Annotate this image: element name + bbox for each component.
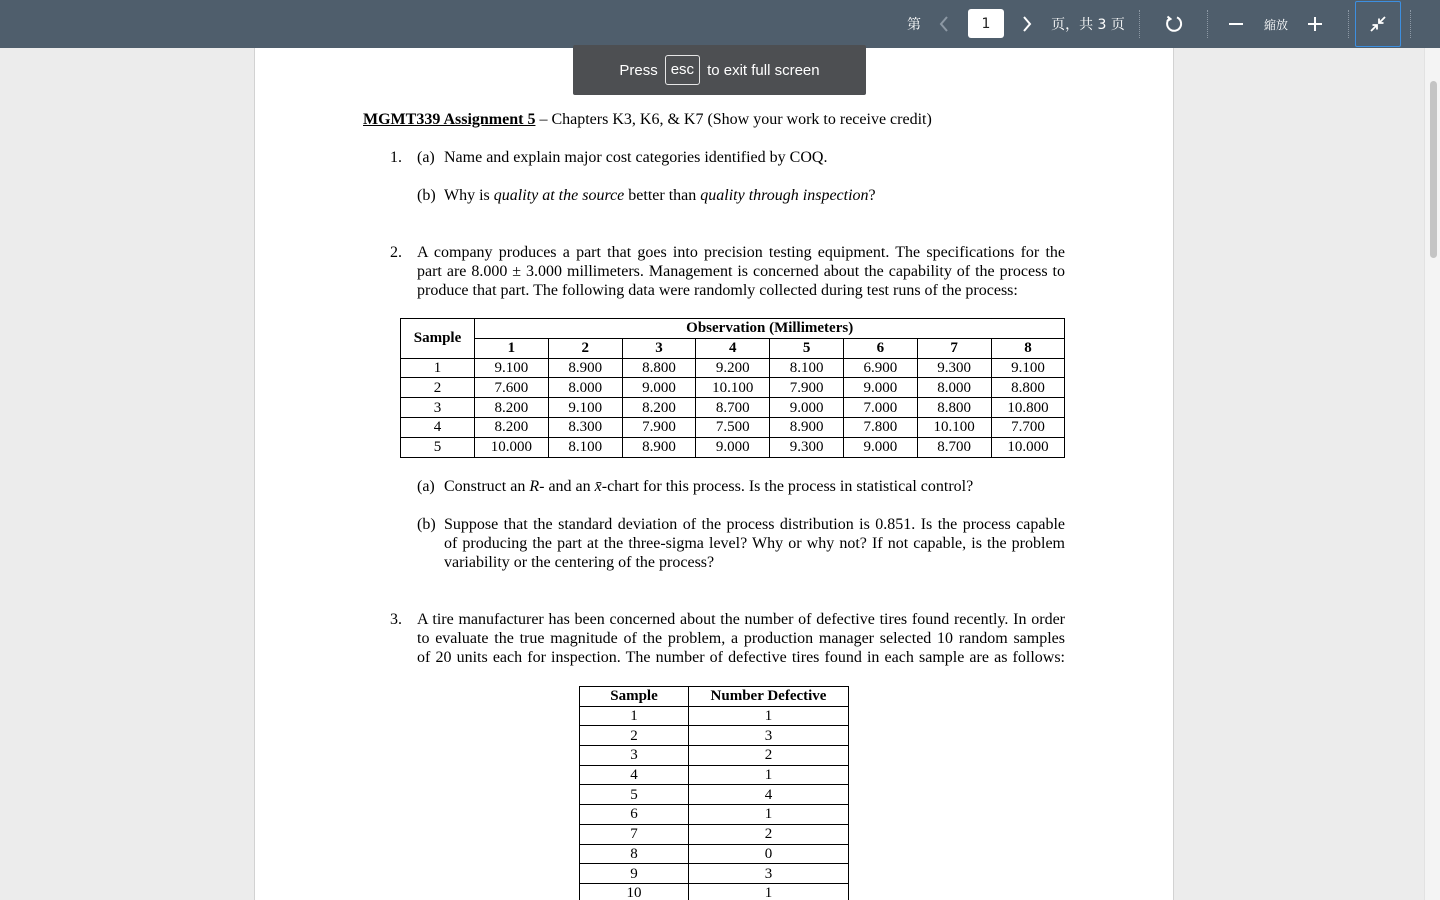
observation-table — [400, 318, 1065, 458]
chevron-right-icon — [1021, 15, 1033, 33]
q1a-text: Name and explain major cost categories identified by COQ. — [444, 149, 828, 166]
observation-cell: 8.000 — [917, 378, 991, 398]
observation-column-header: 2 — [548, 338, 622, 358]
observation-cell: 8.700 — [917, 437, 991, 457]
number-defective-header: Number Defective — [689, 687, 849, 707]
observation-column-header: 5 — [770, 338, 844, 358]
table-row — [580, 844, 849, 864]
q2b-text-line-3: variability or the centering of the process? — [444, 554, 715, 571]
observation-cell: 9.300 — [917, 358, 991, 378]
observation-column-header: 6 — [843, 338, 917, 358]
defective-tires-table — [579, 686, 849, 900]
toast-press-text: Press — [619, 61, 658, 79]
q1b-text-mid: better than — [624, 187, 701, 204]
exit-fullscreen-button[interactable] — [1355, 1, 1401, 47]
toolbar-divider — [1348, 10, 1349, 38]
exit-fullscreen-icon — [1369, 15, 1387, 33]
table-row — [401, 398, 1065, 418]
sample-cell: 3 — [401, 398, 475, 418]
q3-number: 3. — [390, 611, 402, 628]
page-prefix-label: 第 — [907, 17, 921, 33]
sample-cell: 3 — [580, 746, 689, 766]
page-count-label: 页，共 3 页 — [1051, 17, 1125, 33]
observation-cell: 9.100 — [991, 358, 1065, 378]
sample-cell: 9 — [580, 864, 689, 884]
observation-column-header: 4 — [696, 338, 770, 358]
sample-cell: 1 — [401, 358, 475, 378]
observation-cell: 7.900 — [770, 378, 844, 398]
q3-text-line-2: to evaluate the true magnitude of the problem, a production manager selected 10 random samples — [417, 630, 1065, 647]
q3-text-line-3: of 20 units each for inspection. The number of defective tires found in each sample are as follows: — [417, 649, 1065, 666]
observation-cell: 7.900 — [622, 417, 696, 437]
observation-cell: 7.700 — [991, 417, 1065, 437]
q2a-text-pre: Construct an — [444, 478, 530, 495]
table-header-row — [580, 687, 849, 707]
table-row — [580, 726, 849, 746]
q2a-text — [444, 477, 973, 496]
sample-cell: 2 — [580, 726, 689, 746]
table-row — [401, 417, 1065, 437]
table-row — [580, 805, 849, 825]
observation-cell: 9.000 — [770, 398, 844, 418]
q1b-label: (b) — [417, 187, 436, 204]
defective-count-cell: 2 — [689, 824, 849, 844]
plus-icon — [1307, 16, 1323, 32]
observation-cell: 8.800 — [991, 378, 1065, 398]
table-row — [580, 883, 849, 900]
observation-cell: 7.600 — [475, 378, 549, 398]
q2-text-line-2: part are 8.000 ± 3.000 millimeters. Management is concerned about the capability of the process to — [417, 263, 1065, 280]
q2a-label: (a) — [417, 478, 435, 495]
toast-exit-text: to exit full screen — [707, 61, 820, 79]
observation-cell: 9.300 — [770, 437, 844, 457]
defective-count-cell: 3 — [689, 726, 849, 746]
observation-cell: 8.200 — [622, 398, 696, 418]
q1b-emphasis-1: quality at the source — [493, 187, 625, 204]
minus-icon — [1228, 16, 1244, 32]
q2a-r-symbol: R — [529, 478, 540, 495]
observation-cell: 10.800 — [991, 398, 1065, 418]
assignment-title — [363, 110, 932, 129]
defective-count-cell: 2 — [689, 746, 849, 766]
q1b-emphasis-2: quality through inspection — [700, 187, 869, 204]
sample-cell: 5 — [401, 437, 475, 457]
prev-page-button[interactable] — [932, 0, 956, 48]
q1a-label: (a) — [417, 149, 435, 166]
observation-cell: 8.100 — [548, 437, 622, 457]
toolbar-divider — [1139, 10, 1140, 38]
observation-cell: 7.800 — [843, 417, 917, 437]
sample-cell: 4 — [580, 765, 689, 785]
defective-count-cell: 4 — [689, 785, 849, 805]
table-row — [580, 746, 849, 766]
q2a-xbar-symbol: x̄ — [594, 478, 602, 495]
observation-cell: 10.000 — [991, 437, 1065, 457]
table-row — [580, 765, 849, 785]
rotate-button[interactable] — [1160, 0, 1188, 48]
sample-cell: 8 — [580, 844, 689, 864]
observation-cell: 10.100 — [696, 378, 770, 398]
sample-cell: 7 — [580, 824, 689, 844]
assignment-title-rest: – Chapters K3, K6, & K7 (Show your work to receive credit) — [535, 111, 932, 128]
observation-cell: 9.100 — [475, 358, 549, 378]
table-row — [401, 378, 1065, 398]
observation-cell: 9.200 — [696, 358, 770, 378]
sample-cell: 4 — [401, 417, 475, 437]
sample-cell: 1 — [580, 706, 689, 726]
vertical-scrollbar[interactable] — [1424, 48, 1440, 900]
zoom-in-button[interactable] — [1303, 0, 1327, 48]
q2a-text-mid: - and an — [539, 478, 595, 495]
observation-cell: 8.100 — [770, 358, 844, 378]
chevron-left-icon — [938, 15, 950, 33]
toolbar-divider — [1410, 10, 1411, 38]
zoom-out-button[interactable] — [1224, 0, 1248, 48]
observation-cell: 8.200 — [475, 417, 549, 437]
sample-cell: 6 — [580, 805, 689, 825]
sample-header: Sample — [580, 687, 689, 707]
assignment-title-main: MGMT339 Assignment 5 — [363, 111, 536, 128]
observation-cell: 9.000 — [622, 378, 696, 398]
defective-count-cell: 3 — [689, 864, 849, 884]
observation-cell: 9.100 — [548, 398, 622, 418]
sample-cell: 5 — [580, 785, 689, 805]
observation-cell: 8.300 — [548, 417, 622, 437]
table-row — [580, 706, 849, 726]
observation-cell: 9.000 — [843, 437, 917, 457]
observation-column-header: 8 — [991, 338, 1065, 358]
table-row — [401, 437, 1065, 457]
observation-column-header: 7 — [917, 338, 991, 358]
scrollbar-thumb[interactable] — [1430, 81, 1437, 258]
table-row — [401, 358, 1065, 378]
observation-cell: 8.800 — [622, 358, 696, 378]
observation-header: Observation (Millimeters) — [475, 319, 1065, 339]
table-header-row — [401, 319, 1065, 339]
sample-cell: 10 — [580, 883, 689, 900]
observation-cell: 10.100 — [917, 417, 991, 437]
q2b-text-line-2: of producing the part at the three-sigma level? Why or why not? If not capable, is the problem — [444, 535, 1065, 552]
observation-cell: 8.200 — [475, 398, 549, 418]
defective-count-cell: 1 — [689, 765, 849, 785]
table-row — [580, 785, 849, 805]
q2b-text-line-1: Suppose that the standard deviation of the process distribution is 0.851. Is the process capable — [444, 516, 1065, 533]
q2b-label: (b) — [417, 516, 436, 533]
sample-header: Sample — [401, 319, 475, 359]
defective-count-cell: 1 — [689, 706, 849, 726]
next-page-button[interactable] — [1015, 0, 1039, 48]
observation-cell: 9.000 — [696, 437, 770, 457]
observation-cell: 10.000 — [475, 437, 549, 457]
zoom-label: 縮放 — [1263, 17, 1288, 32]
observation-cell: 9.000 — [843, 378, 917, 398]
observation-column-header: 3 — [622, 338, 696, 358]
observation-cell: 6.900 — [843, 358, 917, 378]
observation-column-header: 1 — [475, 338, 549, 358]
observation-cell: 8.900 — [770, 417, 844, 437]
q1b-text-pre: Why is — [444, 187, 494, 204]
q2-text-line-3: produce that part. The following data were randomly collected during test runs of the process: — [417, 282, 1018, 299]
observation-cell: 7.500 — [696, 417, 770, 437]
defective-count-cell: 1 — [689, 883, 849, 900]
table-row — [580, 824, 849, 844]
defective-count-cell: 1 — [689, 805, 849, 825]
fullscreen-toast — [573, 45, 866, 95]
rotate-icon — [1164, 14, 1184, 34]
observation-cell: 8.800 — [917, 398, 991, 418]
table-row — [580, 864, 849, 884]
q2-text-line-1: A company produces a part that goes into precision testing equipment. The specifications for the — [417, 244, 1065, 261]
observation-cell: 8.900 — [548, 358, 622, 378]
q1b-text — [444, 186, 876, 205]
q2-number: 2. — [390, 244, 402, 261]
q1b-text-post: ? — [868, 187, 876, 204]
observation-cell: 8.000 — [548, 378, 622, 398]
q3-text-line-1: A tire manufacturer has been concerned about the number of defective tires found recently. In order — [417, 611, 1065, 628]
observation-cell: 7.000 — [843, 398, 917, 418]
page-number-input[interactable]: 1 — [968, 9, 1004, 38]
viewer-toolbar — [0, 0, 1440, 48]
q2a-text-post: -chart for this process. Is the process in statistical control? — [601, 478, 974, 495]
defective-count-cell: 0 — [689, 844, 849, 864]
toolbar-divider — [1207, 10, 1208, 38]
observation-cell: 8.900 — [622, 437, 696, 457]
observation-cell: 8.700 — [696, 398, 770, 418]
q1-number: 1. — [390, 149, 402, 166]
observation-column-row — [401, 338, 1065, 358]
esc-key-badge: esc — [665, 55, 700, 85]
sample-cell: 2 — [401, 378, 475, 398]
